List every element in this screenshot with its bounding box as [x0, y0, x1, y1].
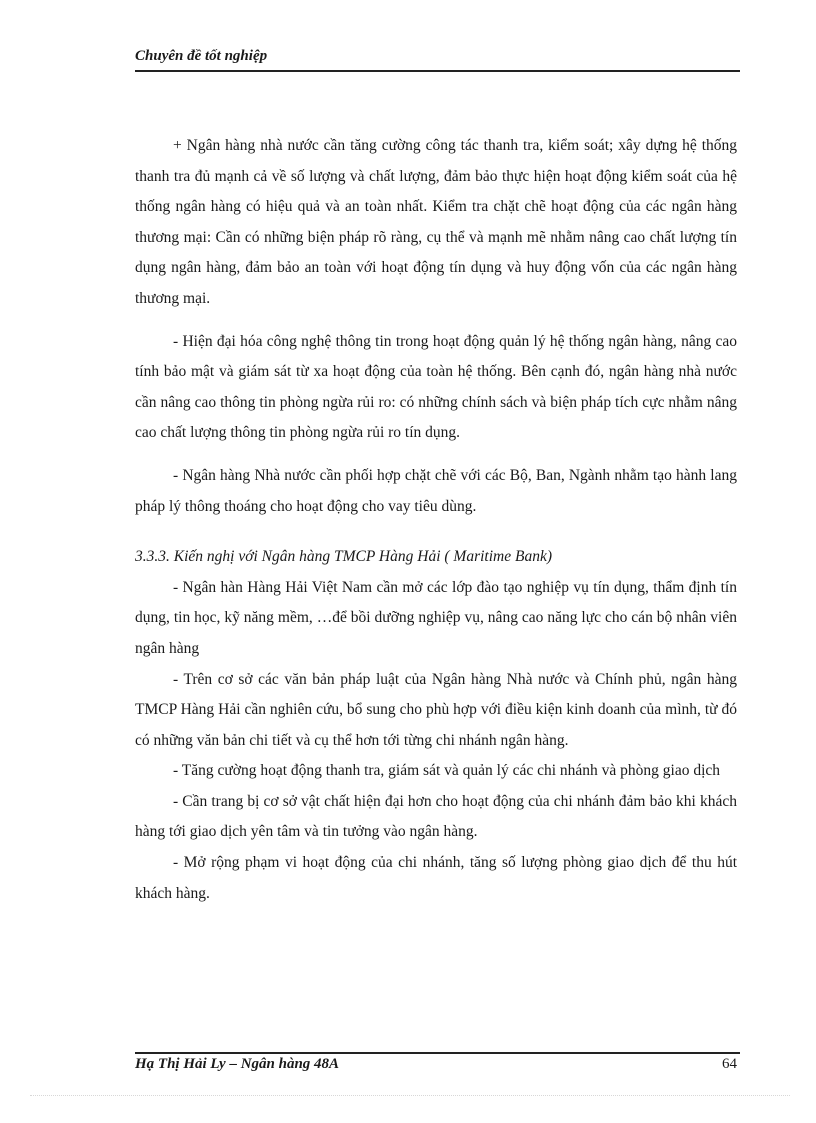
paragraph: - Ngân hàng Nhà nước cần phối hợp chặt chẽ với các Bộ, Ban, Ngành nhằm tạo hành lang pháp lý thông thoáng cho hoạt động cho vay tiêu dùng.: [135, 466, 737, 515]
page-edge-dotted-line: [30, 1095, 790, 1096]
footer-author: Hạ Thị Hải Ly – Ngân hàng 48A: [135, 1056, 340, 1072]
section-heading: 3.3.3. Kiến nghị với Ngân hàng TMCP Hàng Hải ( Maritime Bank): [135, 548, 552, 566]
paragraph: + Ngân hàng nhà nước cần tăng cường công tác thanh tra, kiểm soát; xây dựng hệ thống thanh tra đủ mạnh cả về số lượng và chất lượng, đảm bảo thực hiện hoạt động kiểm soát của hệ thống ngân hàng có hiệu quả và an toàn nhất. Kiểm tra chặt chẽ hoạt động của các ngân hàng thương mại: Cần có những biện pháp rõ ràng, cụ thể và mạnh mẽ nhằm nâng cao chất lượng tín dụng ngân hàng, đảm bảo an toàn với hoạt động tín dụng và huy động vốn của các ngân hàng thương mại.: [135, 137, 737, 307]
paragraph: - Hiện đại hóa công nghệ thông tin trong hoạt động quản lý hệ thống ngân hàng, nâng cao tính bảo mật và giám sát từ xa hoạt động của toàn hệ thống. Bên cạnh đó, ngân hàng nhà nước cần nâng cao thông tin phòng ngừa rủi ro: có những chính sách và biện pháp tích cực nhằm nâng cao chất lượng thông tin phòng ngừa rủi ro tín dụng.: [135, 332, 737, 442]
paragraph: - Trên cơ sở các văn bản pháp luật của Ngân hàng Nhà nước và Chính phủ, ngân hàng TMCP Hàng Hải cần nghiên cứu, bổ sung cho phù hợp với điều kiện kinh doanh của mình, từ đó có những văn bản chi tiết và cụ thể hơn tới từng chi nhánh ngân hàng.: [135, 670, 737, 749]
footer-rule: [135, 1052, 740, 1054]
page-body: [135, 131, 737, 909]
running-footer: [135, 1056, 740, 1073]
paragraph: - Tăng cường hoạt động thanh tra, giám sát và quản lý các chi nhánh và phòng giao dịch: [173, 762, 721, 780]
running-header: Chuyên đề tốt nghiệp: [135, 48, 268, 64]
page-number: 64: [722, 1056, 737, 1072]
header-rule: [135, 70, 740, 72]
paragraph: - Ngân hàn Hàng Hải Việt Nam cần mở các lớp đào tạo nghiệp vụ tín dụng, thẩm định tín dụng, tin học, kỹ năng mềm, …để bồi dưỡng nghiệp vụ, nâng cao năng lực cho cán bộ nhân viên ngân hàng: [135, 578, 737, 657]
paragraph: - Mở rộng phạm vi hoạt động của chi nhánh, tăng số lượng phòng giao dịch để thu hút khách hàng.: [135, 854, 737, 902]
paragraph: - Cần trang bị cơ sở vật chất hiện đại hơn cho hoạt động của chi nhánh đảm bảo khi khách hàng tới giao dịch yên tâm và tin tưởng vào ngân hàng.: [135, 792, 737, 841]
